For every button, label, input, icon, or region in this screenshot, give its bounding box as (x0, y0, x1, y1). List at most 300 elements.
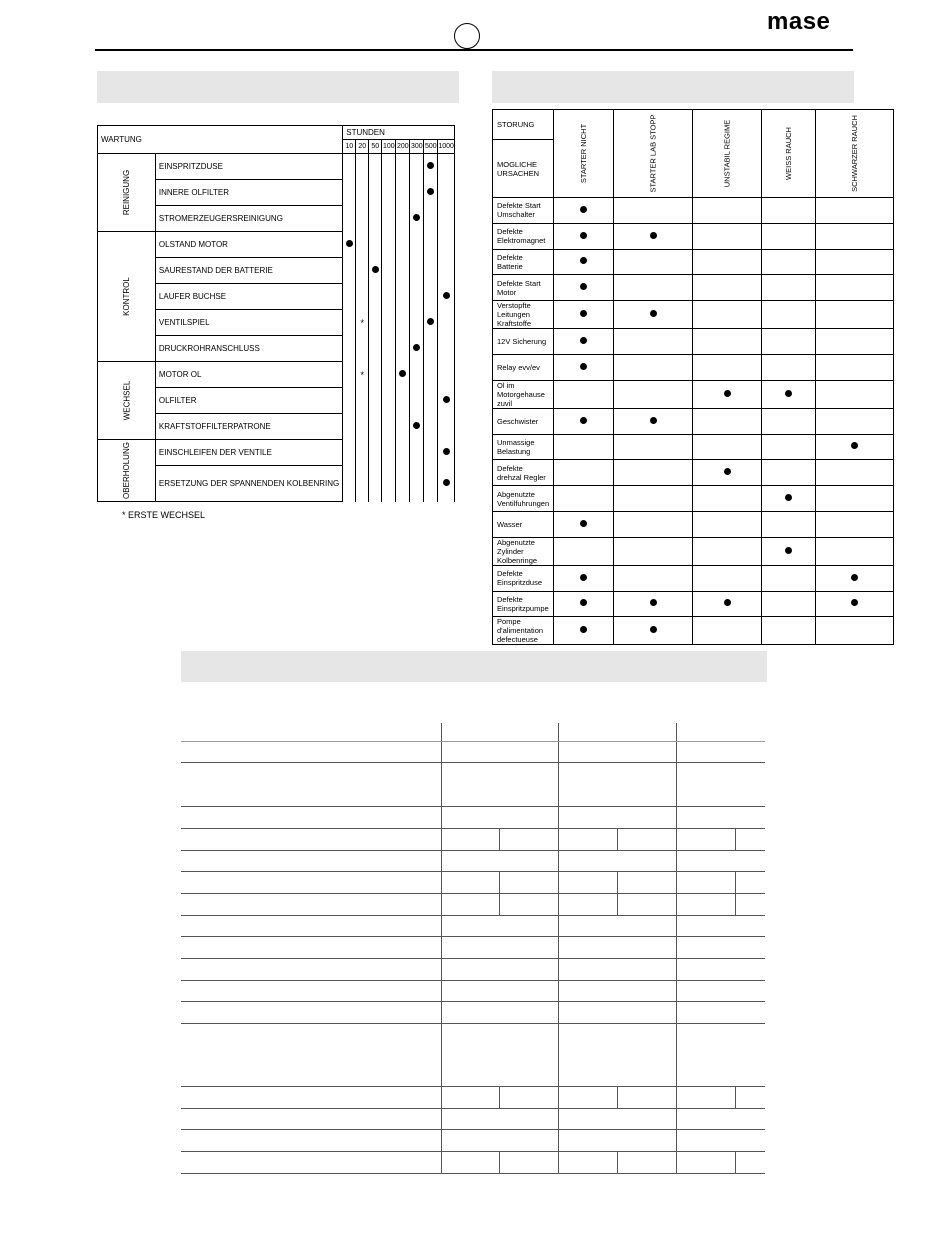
spec-value-cell (559, 915, 677, 937)
symptom-cell (554, 460, 614, 486)
spec-value-cell (677, 872, 736, 894)
dot-mark (785, 547, 792, 554)
cause-label: Abgenutzte Zylinder Kolbenringe (493, 537, 554, 565)
interval-cell (382, 258, 396, 284)
interval-cell (396, 232, 410, 258)
interval-cell (396, 206, 410, 232)
group-label (98, 440, 156, 502)
table-row (493, 408, 894, 434)
symptom-cell (815, 249, 893, 275)
symptom-cell (815, 460, 893, 486)
trouble-header-row (493, 110, 894, 140)
symptom-cell (554, 434, 614, 460)
table-row (493, 301, 894, 329)
interval-cell (382, 362, 396, 388)
interval-cell (438, 440, 455, 466)
maintenance-section-band (97, 71, 459, 103)
spec-row (181, 980, 765, 1002)
task-label: LAUFER BUCHSE (155, 284, 342, 310)
table-row (98, 362, 455, 388)
table-row (493, 380, 894, 408)
spec-value-cell (441, 741, 559, 763)
symptom-cell (815, 380, 893, 408)
group-label (98, 154, 156, 232)
spec-value-cell (677, 828, 736, 850)
task-label: DRUCKROHRANSCHLUSS (155, 336, 342, 362)
cause-label: Unmassige Belastung (493, 434, 554, 460)
header-row (98, 126, 455, 140)
interval-cell (343, 284, 356, 310)
symptom-cell (554, 301, 614, 329)
symptom-cell (614, 408, 693, 434)
dot-mark (650, 232, 657, 239)
symptom-cell (693, 434, 762, 460)
spec-row (181, 1152, 765, 1174)
symptom-cell (693, 511, 762, 537)
symptom-cell (815, 223, 893, 249)
spec-value-cell (736, 1152, 765, 1174)
dot-mark (650, 310, 657, 317)
task-label: VENTILSPIEL (155, 310, 342, 336)
dot-mark (851, 442, 858, 449)
spec-value-cell (441, 1002, 559, 1024)
interval-cell (356, 362, 369, 388)
symptom-cell (614, 354, 693, 380)
symptom-header (693, 110, 762, 198)
symptom-cell (761, 249, 815, 275)
spec-value-cell (559, 1024, 677, 1087)
spec-value-cell (441, 872, 500, 894)
interval-cell (396, 310, 410, 336)
interval-cell (396, 466, 410, 502)
spec-label-cell (181, 741, 441, 763)
spec-value-cell (559, 980, 677, 1002)
group-label-text: KONTROL (121, 277, 131, 316)
spec-label-cell (181, 828, 441, 850)
symptom-cell (554, 591, 614, 617)
interval-cell (356, 388, 369, 414)
symptom-cell (761, 301, 815, 329)
symptom-cell (554, 198, 614, 224)
interval-cell (369, 180, 382, 206)
interval-cell (438, 414, 455, 440)
interval-cell (382, 310, 396, 336)
spec-row (181, 1024, 765, 1087)
dot-mark (413, 344, 420, 351)
interval-cell (424, 336, 438, 362)
dot-mark (346, 240, 353, 247)
spec-row (181, 723, 765, 741)
interval-cell (356, 284, 369, 310)
interval-cell (438, 466, 455, 502)
symptom-cell (815, 537, 893, 565)
spec-row (181, 915, 765, 937)
interval-cell (410, 362, 424, 388)
hours-cell: 100 (382, 140, 396, 154)
interval-cell (356, 180, 369, 206)
symptom-cell (554, 408, 614, 434)
table-row (493, 198, 894, 224)
task-label: KRAFTSTOFFILTERPATRONE (155, 414, 342, 440)
symptom-cell (614, 198, 693, 224)
spec-value-cell (500, 893, 559, 915)
symptom-header (614, 110, 693, 198)
cause-label: Defekte Start Umschalter (493, 198, 554, 224)
interval-cell (356, 336, 369, 362)
interval-cell (343, 180, 356, 206)
cause-label: Defekte Einspritzpumpe (493, 591, 554, 617)
task-label: OLFILTER (155, 388, 342, 414)
spec-label-cell (181, 872, 441, 894)
symptom-cell (761, 617, 815, 645)
interval-cell (369, 284, 382, 310)
symptom-cell (554, 511, 614, 537)
symptom-cell (614, 617, 693, 645)
symptom-cell (693, 565, 762, 591)
cause-label: Defekte Batterie (493, 249, 554, 275)
interval-cell (343, 310, 356, 336)
interval-cell (356, 154, 369, 180)
spec-value-cell (559, 741, 677, 763)
dot-mark (580, 520, 587, 527)
spec-value-cell (677, 807, 765, 829)
symptom-header (761, 110, 815, 198)
interval-cell (382, 180, 396, 206)
table-row (493, 537, 894, 565)
interval-cell (356, 206, 369, 232)
spec-value-cell (559, 850, 677, 872)
interval-cell (382, 232, 396, 258)
dot-mark (724, 390, 731, 397)
spec-value-cell (677, 915, 765, 937)
dot-mark (399, 370, 406, 377)
spec-value-cell (677, 1152, 736, 1174)
spec-row (181, 828, 765, 850)
hours-cell: 10 (343, 140, 356, 154)
dot-mark (580, 417, 587, 424)
cause-label: Wasser (493, 511, 554, 537)
spec-value-cell (559, 872, 618, 894)
table-row (493, 511, 894, 537)
interval-cell (356, 258, 369, 284)
spec-value-cell (677, 959, 765, 981)
interval-cell (369, 258, 382, 284)
symptom-cell (761, 329, 815, 355)
spec-row (181, 1130, 765, 1152)
interval-cell (382, 440, 396, 466)
interval-cell (438, 284, 455, 310)
interval-cell (438, 388, 455, 414)
symptom-cell (761, 511, 815, 537)
table-row (493, 434, 894, 460)
spec-value-cell (559, 1002, 677, 1024)
table-row (98, 232, 455, 258)
interval-cell (369, 466, 382, 502)
interval-cell (424, 180, 438, 206)
spec-value-cell (559, 807, 677, 829)
interval-cell (356, 310, 369, 336)
interval-cell (396, 154, 410, 180)
interval-cell (343, 388, 356, 414)
interval-cell (410, 206, 424, 232)
interval-cell (382, 206, 396, 232)
symptom-cell (614, 275, 693, 301)
interval-cell (396, 284, 410, 310)
dot-mark (650, 417, 657, 424)
symptom-cell (815, 486, 893, 512)
spec-value-cell (559, 763, 677, 807)
interval-cell (438, 232, 455, 258)
symptom-label: UNSTABIL REGIME (722, 119, 732, 188)
spec-label-cell (181, 980, 441, 1002)
group-label-text: REINIGUNG (121, 169, 131, 216)
table-row (493, 223, 894, 249)
symptom-cell (761, 537, 815, 565)
symptom-cell (614, 486, 693, 512)
spec-value-cell (559, 1087, 618, 1109)
spec-value-cell (677, 893, 736, 915)
dot-mark (427, 318, 434, 325)
spec-value-cell (618, 1152, 677, 1174)
dot-mark (427, 162, 434, 169)
interval-cell (424, 284, 438, 310)
dot-mark (580, 310, 587, 317)
interval-cell (438, 154, 455, 180)
table-row (493, 591, 894, 617)
symptom-cell (614, 537, 693, 565)
interval-cell (369, 206, 382, 232)
dot-mark (443, 396, 450, 403)
spec-value-cell (559, 1152, 618, 1174)
interval-cell (369, 440, 382, 466)
task-label: EINSCHLEIFEN DER VENTILE (155, 440, 342, 466)
dot-mark (443, 292, 450, 299)
spec-value-cell (559, 828, 618, 850)
interval-cell (382, 466, 396, 502)
hours-cell: 200 (396, 140, 410, 154)
interval-cell (410, 466, 424, 502)
spec-value-cell (441, 763, 559, 807)
spec-value-cell (559, 723, 677, 741)
table-row (98, 154, 455, 180)
asterisk-mark: * (360, 369, 365, 380)
spec-value-cell (441, 980, 559, 1002)
symptom-label: STARTER NICHT (579, 123, 589, 184)
interval-cell (382, 284, 396, 310)
dot-mark (851, 574, 858, 581)
interval-cell (369, 362, 382, 388)
symptom-cell (693, 460, 762, 486)
symptom-cell (761, 198, 815, 224)
cause-label: Defekte drehzal Regler (493, 460, 554, 486)
interval-cell (424, 310, 438, 336)
spec-value-cell (500, 1152, 559, 1174)
interval-cell (396, 388, 410, 414)
symptom-cell (554, 329, 614, 355)
symptom-header (554, 110, 614, 198)
hours-cell: 1000 (438, 140, 455, 154)
spec-value-cell (677, 1087, 736, 1109)
dot-mark (851, 599, 858, 606)
interval-cell (343, 466, 356, 502)
symptom-cell (554, 617, 614, 645)
symptom-cell (693, 537, 762, 565)
table-row (493, 354, 894, 380)
interval-cell (356, 414, 369, 440)
symptom-cell (815, 301, 893, 329)
interval-cell (356, 232, 369, 258)
storung-header: STORUNG (493, 110, 554, 140)
dot-mark (443, 479, 450, 486)
spec-value-cell (677, 1002, 765, 1024)
hours-cell: 50 (369, 140, 382, 154)
spec-value-cell (677, 763, 765, 807)
spec-value-cell (441, 723, 559, 741)
spec-value-cell (500, 1087, 559, 1109)
symptom-cell (815, 198, 893, 224)
spec-value-cell (736, 1087, 765, 1109)
symptom-cell (554, 249, 614, 275)
dot-mark (427, 188, 434, 195)
interval-cell (343, 336, 356, 362)
group-label (98, 362, 156, 440)
dot-mark (580, 232, 587, 239)
symptom-cell (815, 329, 893, 355)
interval-cell (369, 388, 382, 414)
spec-row (181, 763, 765, 807)
symptom-cell (761, 565, 815, 591)
spec-value-cell (677, 1130, 765, 1152)
interval-cell (424, 388, 438, 414)
interval-cell (396, 440, 410, 466)
cause-label: Abgenutzte Ventilfuhrungen (493, 486, 554, 512)
maintenance-table (97, 125, 455, 502)
spec-label-cell (181, 1108, 441, 1130)
dot-mark (724, 468, 731, 475)
spec-value-cell (559, 893, 618, 915)
interval-cell (369, 310, 382, 336)
spec-value-cell (618, 872, 677, 894)
spec-row (181, 850, 765, 872)
causes-header: MOGLICHE URSACHEN (493, 140, 554, 198)
symptom-cell (693, 408, 762, 434)
table-row (493, 460, 894, 486)
table-row (493, 617, 894, 645)
spec-value-cell (677, 980, 765, 1002)
symptom-cell (693, 223, 762, 249)
symptom-cell (614, 329, 693, 355)
interval-cell (343, 206, 356, 232)
dot-mark (413, 214, 420, 221)
spec-label-cell (181, 1130, 441, 1152)
spec-value-cell (441, 959, 559, 981)
symptom-cell (815, 591, 893, 617)
symptom-cell (815, 617, 893, 645)
interval-cell (396, 414, 410, 440)
interval-cell (410, 232, 424, 258)
dot-mark (785, 390, 792, 397)
symptom-cell (554, 565, 614, 591)
spec-label-cell (181, 1002, 441, 1024)
dot-mark (580, 574, 587, 581)
symptom-cell (815, 408, 893, 434)
asterisk-mark: * (360, 317, 365, 328)
spec-value-cell (736, 872, 765, 894)
spec-value-cell (500, 872, 559, 894)
interval-cell (424, 232, 438, 258)
symptom-cell (614, 249, 693, 275)
symptom-cell (761, 460, 815, 486)
table-row (493, 565, 894, 591)
interval-cell (410, 284, 424, 310)
symptom-cell (693, 301, 762, 329)
spec-value-cell (559, 937, 677, 959)
cause-label: Geschwister (493, 408, 554, 434)
interval-cell (382, 336, 396, 362)
spec-label-cell (181, 850, 441, 872)
spec-value-cell (618, 1087, 677, 1109)
symptom-cell (815, 434, 893, 460)
symptom-cell (614, 591, 693, 617)
interval-cell (396, 336, 410, 362)
hours-cell: 300 (410, 140, 424, 154)
specs-section-band (181, 651, 767, 682)
symptom-cell (815, 354, 893, 380)
table-row (98, 440, 455, 466)
symptom-cell (554, 486, 614, 512)
spec-row (181, 959, 765, 981)
spec-value-cell (441, 915, 559, 937)
group-label-text: OBERHOLUNG (121, 442, 131, 499)
symptom-label: WEISS RAUCH (783, 127, 793, 180)
interval-cell (396, 180, 410, 206)
symptom-cell (554, 275, 614, 301)
spec-value-cell (677, 1108, 765, 1130)
spec-label-cell (181, 807, 441, 829)
spec-label-cell (181, 1024, 441, 1087)
symptom-cell (761, 434, 815, 460)
cause-label: Relay evv/ev (493, 354, 554, 380)
interval-cell (410, 258, 424, 284)
symptom-cell (693, 198, 762, 224)
cause-label: 12V Sicherung (493, 329, 554, 355)
interval-cell (343, 258, 356, 284)
dot-mark (580, 257, 587, 264)
hours-cell: 20 (356, 140, 369, 154)
interval-cell (410, 180, 424, 206)
stunden-header: STUNDEN (343, 126, 455, 140)
symptom-cell (614, 434, 693, 460)
header-divider (95, 49, 853, 51)
symptom-cell (693, 380, 762, 408)
spec-value-cell (677, 850, 765, 872)
spec-value-cell (736, 893, 765, 915)
spec-value-cell (559, 1130, 677, 1152)
interval-cell (410, 440, 424, 466)
dot-mark (443, 448, 450, 455)
task-label: OLSTAND MOTOR (155, 232, 342, 258)
interval-cell (369, 414, 382, 440)
interval-cell (369, 154, 382, 180)
symptom-cell (554, 354, 614, 380)
spec-label-cell (181, 763, 441, 807)
symptom-cell (761, 275, 815, 301)
wartung-header: WARTUNG (98, 126, 343, 154)
task-label: INNERE OLFILTER (155, 180, 342, 206)
spec-label-cell (181, 959, 441, 981)
dot-mark (372, 266, 379, 273)
spec-value-cell (441, 893, 500, 915)
